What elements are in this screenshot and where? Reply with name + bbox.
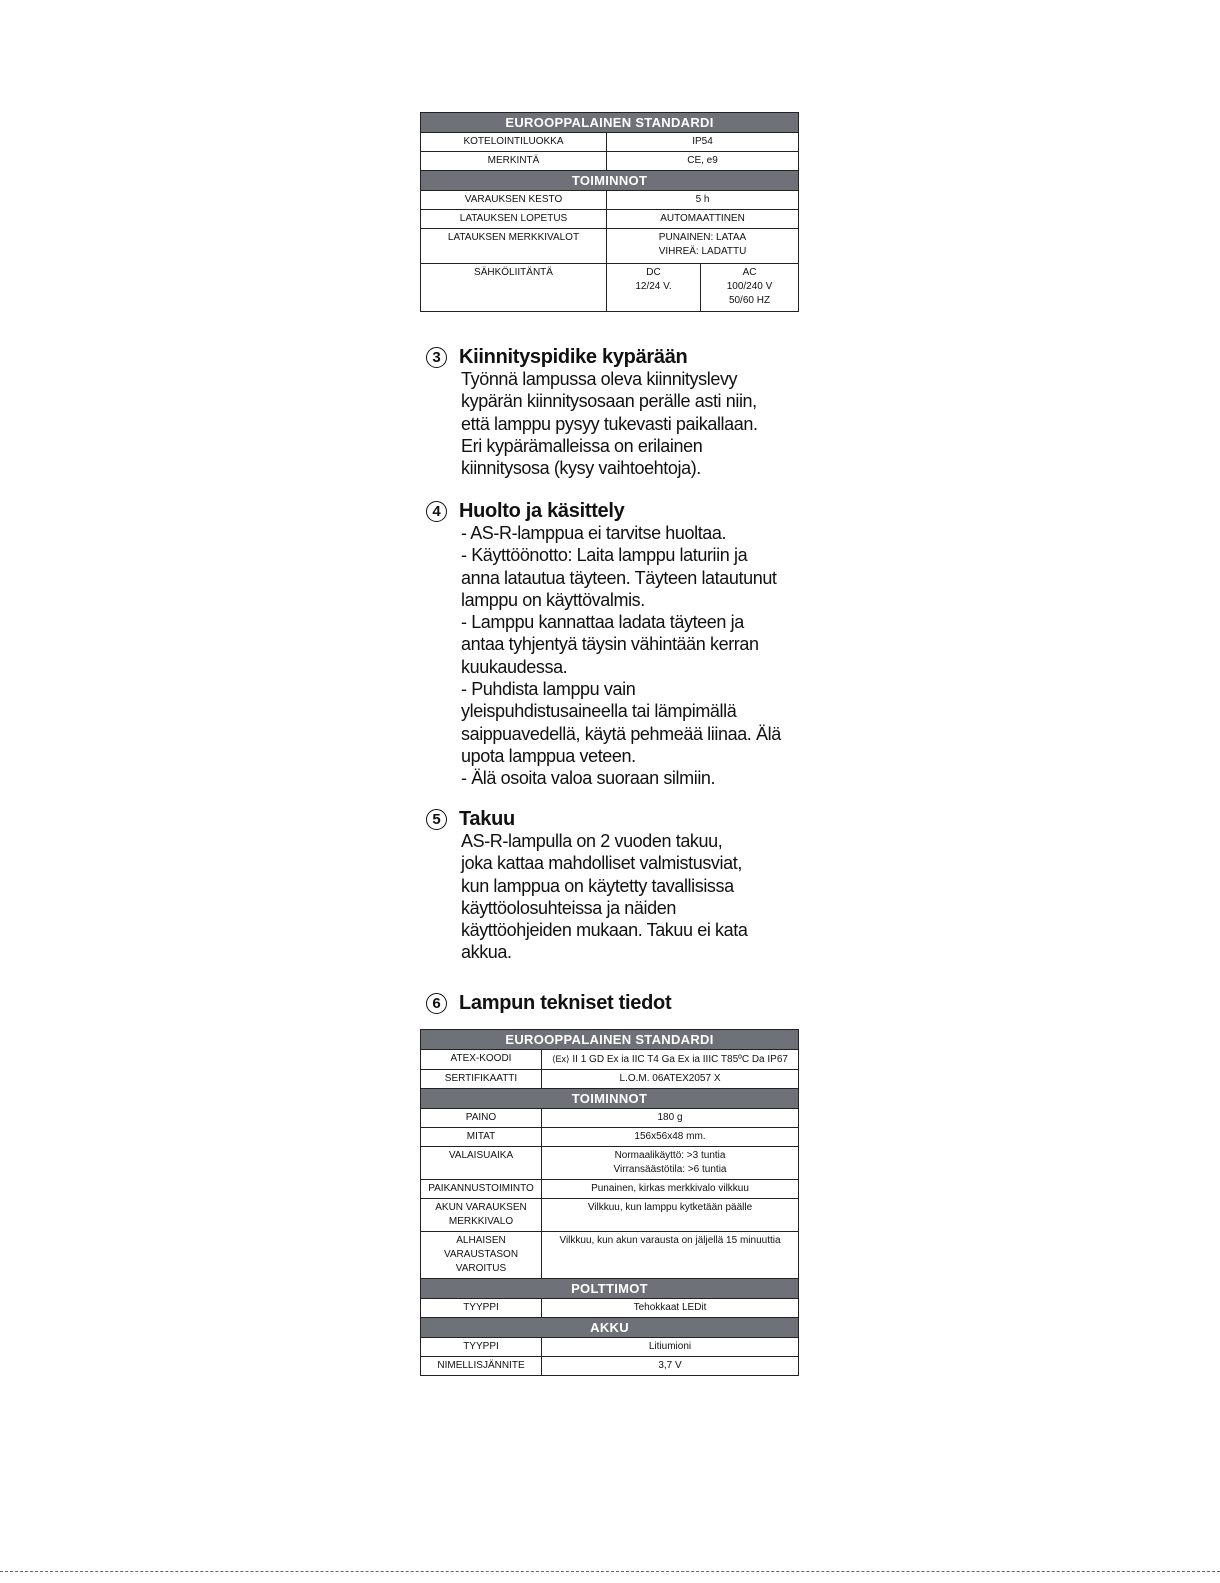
ac-cell	[701, 264, 799, 312]
row-value: Litiumioni	[542, 1338, 799, 1357]
body-line: saippuavedellä, käytä pehmeää liinaa. Älä	[461, 723, 781, 744]
spec-table-2	[420, 1029, 799, 1376]
body-line: upota lamppua veteen.	[461, 745, 636, 766]
body-line: kuukaudessa.	[461, 656, 568, 677]
table-header: EUROOPPALAINEN STANDARDI	[421, 1030, 799, 1050]
body-line: Eri kypärämalleissa on erilainen	[461, 435, 703, 456]
table-row	[421, 1199, 799, 1232]
table-header: POLTTIMOT	[421, 1279, 799, 1299]
table-header: EUROOPPALAINEN STANDARDI	[421, 113, 799, 133]
row-value: Punainen, kirkas merkkivalo vilkkuu	[542, 1180, 799, 1199]
row-label: LATAUKSEN MERKKIVALOT	[421, 229, 607, 264]
section-body	[461, 830, 806, 964]
table-row	[421, 264, 799, 312]
label-line: AKUN VARAUKSEN	[435, 1202, 527, 1213]
body-line: yleispuhdistusaineella tai lämpimällä	[461, 701, 737, 722]
table-header: AKKU	[421, 1318, 799, 1338]
row-label: KOTELOINTILUOKKA	[421, 133, 607, 152]
ex-symbol-icon: ⟨Ex⟩	[552, 1054, 570, 1064]
body-line: kypärän kiinnitysosaan perälle asti niin,	[461, 391, 757, 412]
table-row	[421, 133, 799, 152]
row-label: PAIKANNUSTOIMINTO	[421, 1180, 542, 1199]
table-row	[421, 210, 799, 229]
ac-title: AC	[742, 267, 757, 278]
table-row	[421, 1070, 799, 1089]
body-line: anna latautua täyteen. Täyteen latautunut	[461, 567, 777, 588]
row-label: MITAT	[421, 1128, 542, 1147]
body-line: - Älä osoita valoa suoraan silmiin.	[461, 768, 716, 789]
table-row	[421, 1147, 799, 1180]
table-row	[421, 1338, 799, 1357]
section-title: Takuu	[459, 808, 515, 830]
ac-value: 100/240 V	[726, 281, 773, 292]
row-value: IP54	[607, 133, 799, 152]
section-heading	[426, 500, 806, 522]
table-header: TOIMINNOT	[421, 1089, 799, 1109]
row-value: CE, e9	[607, 152, 799, 171]
row-label: TYYPPI	[421, 1338, 542, 1357]
row-label: MERKINTÄ	[421, 152, 607, 171]
body-line: - Lamppu kannattaa ladata täyteen ja	[461, 612, 744, 633]
table-row	[421, 1299, 799, 1318]
value-line: PUNAINEN: LATAA	[658, 232, 747, 243]
row-value: L.O.M. 06ATEX2057 X	[542, 1070, 799, 1089]
spec-table-1-wrapper	[420, 112, 800, 312]
label-line: VAROITUS	[455, 1263, 507, 1274]
row-value: Vilkkuu, kun lamppu kytketään päälle	[542, 1199, 799, 1232]
spec-table-1	[420, 112, 799, 312]
row-label	[421, 1199, 542, 1232]
label-line: MERKKIVALO	[448, 1216, 514, 1227]
section-warranty	[426, 808, 806, 964]
section-heading	[426, 808, 806, 830]
label-line: VARAUSTASON	[443, 1249, 519, 1260]
body-line: antaa tyhjentyä täysin vähintään kerran	[461, 634, 759, 655]
table-row	[421, 152, 799, 171]
row-label: ATEX-KOODI	[421, 1050, 542, 1070]
row-value	[542, 1147, 799, 1180]
row-value: Vilkkuu, kun akun varausta on jäljellä 15 minuuttia	[542, 1232, 799, 1279]
body-line: akkua.	[461, 942, 512, 963]
section-heading	[426, 346, 806, 368]
body-line: - Puhdista lamppu vain	[461, 679, 636, 700]
row-value	[607, 229, 799, 264]
value-line: Normaalikäyttö: >3 tuntia	[614, 1150, 726, 1161]
atex-code: II 1 GD Ex ia IIC T4 Ga Ex ia IIIC T85ºC Da IP67	[572, 1054, 788, 1065]
spec-table-2-wrapper	[420, 1029, 800, 1376]
body-line: Työnnä lampussa oleva kiinnityslevy	[461, 369, 738, 389]
row-label: VARAUKSEN KESTO	[421, 191, 607, 210]
body-line: lamppu on käyttövalmis.	[461, 589, 645, 610]
row-value: AUTOMAATTINEN	[607, 210, 799, 229]
section-technical-data	[426, 992, 806, 1014]
row-label: NIMELLISJÄNNITE	[421, 1357, 542, 1376]
row-label: LATAUKSEN LOPETUS	[421, 210, 607, 229]
table-row	[421, 1109, 799, 1128]
row-value	[542, 1050, 799, 1070]
row-value: Tehokkaat LEDit	[542, 1299, 799, 1318]
body-line: - Käyttöönotto: Laita lamppu laturiin ja	[461, 545, 748, 566]
table-row	[421, 1050, 799, 1070]
section-number-badge: 5	[426, 809, 447, 830]
body-line: käyttöolosuhteissa ja näiden	[461, 897, 676, 918]
row-label: TYYPPI	[421, 1299, 542, 1318]
row-label	[421, 1232, 542, 1279]
body-line: kiinnitysosa (kysy vaihtoehtoja).	[461, 458, 701, 479]
table-row	[421, 1357, 799, 1376]
section-title: Huolto ja käsittely	[459, 500, 625, 522]
section-number-badge: 3	[426, 347, 447, 368]
body-line: että lamppu pysyy tukevasti paikallaan.	[461, 413, 758, 434]
table-header: TOIMINNOT	[421, 171, 799, 191]
section-helmet-clip	[426, 346, 806, 479]
dc-cell	[607, 264, 701, 312]
table-row	[421, 229, 799, 264]
section-number-badge: 4	[426, 501, 447, 522]
label-line: ALHAISEN	[456, 1235, 506, 1246]
dc-title: DC	[646, 267, 661, 278]
section-number-badge: 6	[426, 993, 447, 1014]
body-line: - AS-R-lamppua ei tarvitse huoltaa.	[461, 523, 727, 543]
table-row	[421, 191, 799, 210]
body-line: käyttöohjeiden mukaan. Takuu ei kata	[461, 920, 748, 941]
row-label: VALAISUAIKA	[421, 1147, 542, 1180]
section-title: Lampun tekniset tiedot	[459, 992, 672, 1014]
section-maintenance	[426, 500, 806, 790]
section-heading	[426, 992, 806, 1014]
dc-value: 12/24 V.	[635, 281, 672, 292]
section-body	[461, 522, 806, 790]
section-title: Kiinnityspidike kypärään	[459, 346, 688, 368]
row-label: SÄHKÖLIITÄNTÄ	[421, 264, 607, 312]
section-body	[461, 368, 806, 479]
row-value: 180 g	[542, 1109, 799, 1128]
row-value: 3,7 V	[542, 1357, 799, 1376]
value-line: VIHREÄ: LADATTU	[658, 246, 747, 257]
table-row	[421, 1180, 799, 1199]
value-line: Virransäästötila: >6 tuntia	[613, 1164, 727, 1175]
row-value: 5 h	[607, 191, 799, 210]
row-label: SERTIFIKAATTI	[421, 1070, 542, 1089]
body-line: AS-R-lampulla on 2 vuoden takuu,	[461, 831, 723, 851]
body-line: kun lamppua on käytetty tavallisissa	[461, 875, 734, 896]
row-value: 156x56x48 mm.	[542, 1128, 799, 1147]
ac-value: 50/60 HZ	[728, 295, 771, 306]
page-cut-line	[0, 1571, 1220, 1572]
table-row	[421, 1232, 799, 1279]
table-row	[421, 1128, 799, 1147]
body-line: joka kattaa mahdolliset valmistusviat,	[461, 853, 742, 874]
row-label: PAINO	[421, 1109, 542, 1128]
